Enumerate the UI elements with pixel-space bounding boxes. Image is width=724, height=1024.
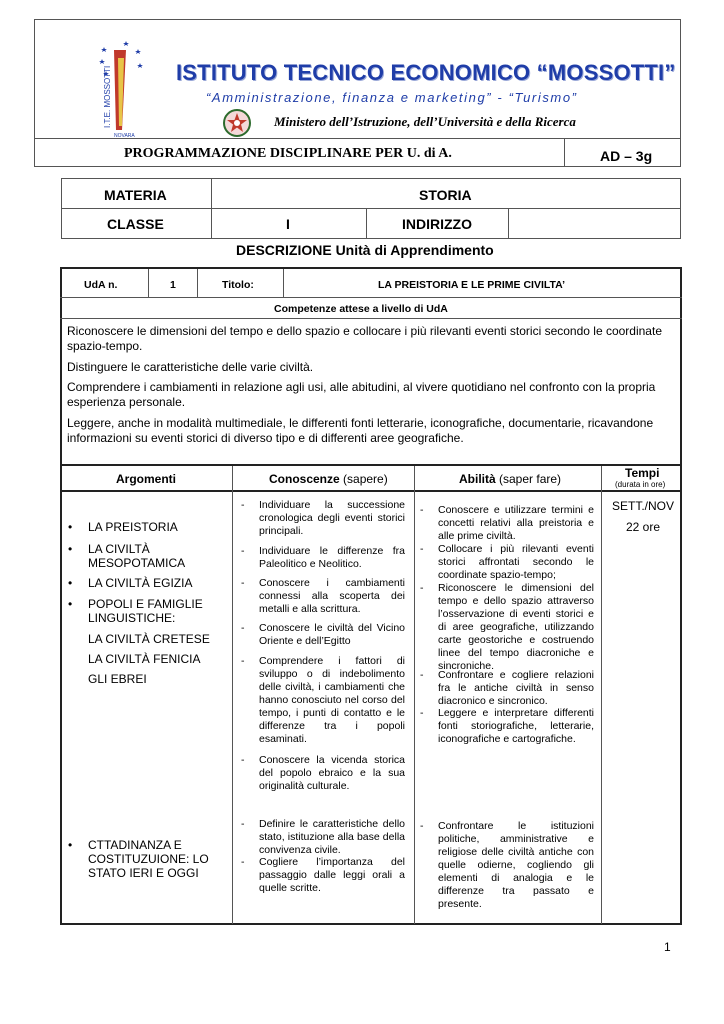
column-divider [232,466,233,924]
bullet-icon: • [68,576,73,590]
argomento-item [68,672,228,688]
column-divider [601,466,602,924]
subject-table-col-divider [508,208,509,239]
conoscenza-text: Conoscere le civiltà del Vicino Oriente e dell’Egitto [259,622,405,647]
dash-icon: - [420,504,424,516]
dash-icon: - [241,655,245,667]
conoscenza-text: Definire le caratteristiche dello stato, istituzione alla base della convivenza civile. [259,818,405,856]
page-number: 1 [664,940,671,954]
competenze-divider [60,318,682,319]
bullet-icon: • [68,597,73,611]
dash-icon: - [241,856,245,868]
col-head-tempi: Tempi [625,466,660,480]
abilita-text: Conoscere e utilizzare termini e concetti relativi alla preistoria e alle prime civiltà. [438,504,594,542]
conoscenza-text: Conoscere la vicenda storica del popolo ebraico e la sua originalità culturale. [259,754,405,792]
school-title: ISTITUTO TECNICO ECONOMICO “MOSSOTTI” [176,60,676,85]
col-head-argomenti: Argomenti [116,472,176,486]
competenza-item: Leggere, anche in modalità multimediale, le differenti fonti letterarie, iconografiche, documentarie, ricavandone informazioni su eventi storici di diverso tipo e di differenti aree geografiche. [67,416,654,445]
programme-title: PROGRAMMAZIONE DISCIPLINARE PER U. di A. [124,146,452,161]
col-head-abilita-rest: (saper fare) [495,472,562,486]
column-divider [414,466,415,924]
col-head-conoscenze-bold: Conoscenze [269,472,340,486]
argomento-text: GLI EBREI [88,672,147,686]
indirizzo-label: INDIRIZZO [402,216,472,232]
argomento-text: LA CIVILTÀ MESOPOTAMICA [88,542,186,570]
conoscenza-item [241,856,409,896]
subject-table-col-divider [211,178,212,239]
conoscenza-item [241,577,409,617]
argomento-text: LA CIVILTÀ FENICIA [88,652,201,666]
conoscenza-text: Individuare le differenze fra Paleolitico e Neolitico. [259,545,405,570]
abilita-text: Riconoscere le dimensioni del tempo e dello spazio attraverso l’osservazione di eventi storici e di aree geografiche, utilizzando carte geostoriche e costruendo linee del tempo diacroniche e sincroniche. [438,582,594,672]
abilita-item [420,820,597,912]
classe-value: I [286,216,290,232]
dash-icon: - [420,669,424,681]
dash-icon: - [420,582,424,594]
abilita-item [420,504,597,544]
dash-icon: - [241,577,245,589]
dash-icon: - [420,707,424,719]
conoscenza-item [241,545,409,573]
dash-icon: - [420,543,424,555]
col-head-conoscenze [269,472,388,486]
competenza-item: Distinguere le caratteristiche delle varie civiltà. [67,360,314,374]
conoscenza-item [241,622,409,650]
tempi-hours: 22 ore [626,520,661,534]
abilita-item [420,543,597,583]
classe-label: CLASSE [107,216,164,232]
dash-icon: - [241,622,245,634]
dash-icon: - [241,818,245,830]
argomento-text: LA CIVILTÀ EGIZIA [88,576,193,590]
col-head-conoscenze-rest: (sapere) [339,472,388,486]
dash-icon: - [420,820,424,832]
uda-number: 1 [170,279,176,291]
materia-label: MATERIA [104,187,167,203]
argomento-item [68,576,228,592]
conoscenza-text: Individuare la successione cronologica degli eventi storici principali. [259,499,405,537]
republic-emblem-icon [222,108,252,138]
bullet-icon: • [68,520,73,534]
col-head-abilita-bold: Abilità [459,472,496,486]
conoscenza-text: Comprendere i fattori di sviluppo o di indebolimento delle civiltà, i cambiamenti che hanno conosciuto nel corso del tempo, i punti di contatto e le differenze tra i popoli esaminati. [259,655,405,745]
school-subtitle: “Amministrazione, finanza e marketing” - “Turismo” [206,90,578,105]
uda-label: UdA n. [84,279,118,291]
conoscenza-text: Conoscere i cambiamenti connessi alla scoperta dei metalli e alla scrittura. [259,577,405,615]
argomento-item [68,542,228,572]
uda-header-line [60,297,682,298]
abilita-item [420,582,597,674]
abilita-item [420,669,597,709]
programme-divider [564,139,565,167]
argomento-text: POPOLI E FAMIGLIE LINGUISTICHE: [88,597,203,625]
school-logo [92,38,146,138]
competenza-item: Riconoscere le dimensioni del tempo e dello spazio e collocare i più rilevanti eventi storici secondo le coordinate spazio-tempo. [67,324,662,353]
argomento-text: LA PREISTORIA [88,520,178,534]
columns-header-line [60,490,682,492]
uda-row-divider [148,269,149,297]
materia-value: STORIA [419,187,472,203]
col-head-tempi-sub: (durata in ore) [615,480,666,489]
conoscenza-item [241,754,409,794]
argomento-item [68,838,228,882]
argomento-text: LA CIVILTÀ CRETESE [88,632,210,646]
argomento-item [68,520,228,536]
col-head-abilita [459,472,561,486]
abilita-text: Confrontare le istituzioni politiche, amministrative e religiose delle civiltà antiche con quelle odierne, cogliendo gli elementi di analogia e le differenze tra passato e presente. [438,820,594,910]
argomento-item [68,632,228,648]
svg-text:I.T.E. MOSSOTTI: I.T.E. MOSSOTTI [103,65,112,128]
bullet-icon: • [68,838,73,852]
conoscenza-item [241,818,409,858]
titolo-label: Titolo: [222,279,254,291]
subject-table-row-divider [61,208,681,209]
dash-icon: - [241,499,245,511]
conoscenza-text: Cogliere l’importanza del passaggio dalle leggi orali a quelle scritte. [259,856,405,894]
argomento-text: CTTADINANZA E COSTITUZUIONE: LO STATO IERI E OGGI [88,838,209,880]
competenze-title: Competenze attese a livello di UdA [274,303,448,315]
svg-text:NOVARA: NOVARA [114,133,135,138]
titolo-value: LA PREISTORIA E LE PRIME CIVILTA’ [378,279,566,291]
bullet-icon: • [68,542,73,556]
description-title: DESCRIZIONE Unità di Apprendimento [236,242,494,258]
abilita-item [420,707,597,747]
abilita-text: Collocare i più rilevanti eventi storici affrontati secondo le coordinate spazio-tempo; [438,543,594,581]
uda-row-divider [197,269,198,297]
columns-top-line [60,464,682,466]
dash-icon: - [241,545,245,557]
tempi-period: SETT./NOV [612,499,675,513]
argomento-item [68,652,228,668]
argomento-item [68,597,228,627]
abilita-text: Confrontare e cogliere relazioni fra le antiche civiltà in senso diacronico e sincronico. [438,669,594,707]
abilita-text: Leggere e interpretare differenti fonti storiografiche, letterarie, iconografiche e cartografiche. [438,707,594,745]
ministry-line: Ministero dell’Istruzione, dell’Università e della Ricerca [274,114,576,129]
dash-icon: - [241,754,245,766]
conoscenza-item [241,499,409,539]
competenza-item: Comprendere i cambiamenti in relazione agli usi, alle abitudini, al vivere quotidiano nel confronto con la propria esperienza personale. [67,380,656,409]
uda-row-divider [283,269,284,297]
conoscenza-item [241,655,409,747]
document-code: AD – 3g [600,148,653,164]
subject-table-col-divider [366,208,367,239]
